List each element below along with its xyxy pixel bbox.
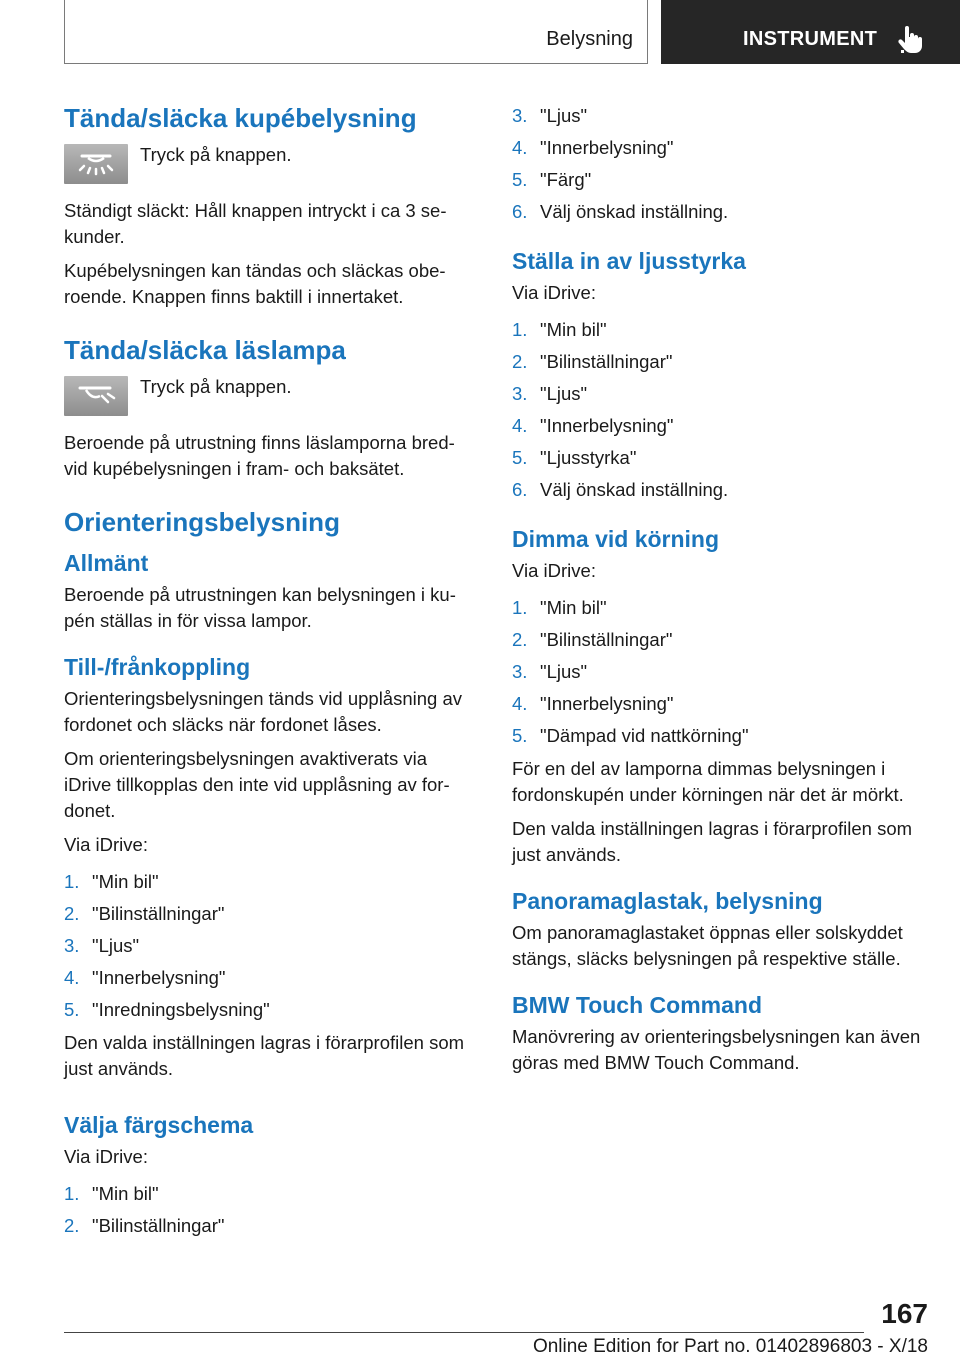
paragraph: Via iDrive:: [64, 834, 148, 855]
list-item: [512, 164, 922, 196]
list-number: 3.: [512, 661, 528, 682]
list-text: "Bilinställningar": [92, 1215, 225, 1236]
page-header: [0, 0, 960, 66]
list-text: "Min bil": [540, 597, 607, 618]
heading-orientation-light: Orienteringsbelysning: [64, 507, 340, 537]
list-number: 4.: [512, 693, 528, 714]
paragraph: Orienteringsbelysningen tänds vid upplåsning av fordonet och släcks när fordonet låses.: [64, 688, 463, 735]
list-item: [64, 898, 476, 930]
page-footer: [64, 1290, 928, 1362]
paragraph: Om orienteringsbelysningen avaktiverats via iDrive tillkopplas den inte vid upplåsning av for-donet.: [64, 748, 450, 821]
steps-list: [64, 866, 476, 1026]
list-item: [512, 196, 922, 228]
list-item: [512, 624, 922, 656]
list-text: "Bilinställningar": [540, 351, 673, 372]
list-item: [512, 132, 922, 164]
chapter-tab: [661, 0, 960, 64]
subheading-color-scheme: Välja färgschema: [64, 1112, 254, 1138]
list-number: 4.: [512, 415, 528, 436]
list-number: 2.: [512, 629, 528, 650]
list-text: "Bilinställningar": [92, 903, 225, 924]
steps-list: [512, 100, 922, 228]
list-item: [512, 100, 922, 132]
list-number: 1.: [64, 1183, 80, 1204]
list-item: [64, 962, 476, 994]
right-column: [512, 100, 922, 1084]
list-item: [512, 378, 922, 410]
steps-list: [512, 592, 922, 752]
reading-light-button-row: [64, 376, 476, 420]
edition-text: Online Edition for Part no. 01402896803 - X/18: [532, 1336, 928, 1357]
list-text: Välj önskad inställning.: [540, 201, 729, 222]
list-number: 1.: [512, 597, 528, 618]
list-text: "Ljus": [540, 661, 588, 682]
list-number: 6.: [512, 201, 528, 222]
list-text: "Innerbelysning": [540, 693, 674, 714]
list-number: 2.: [64, 903, 80, 924]
interior-light-button-row: [64, 144, 476, 188]
subheading-dim-while-driving: Dimma vid körning: [512, 526, 720, 552]
list-text: "Inredningsbelysning": [92, 999, 270, 1020]
list-number: 3.: [512, 383, 528, 404]
list-text: "Min bil": [92, 871, 159, 892]
list-text: Välj önskad inställning.: [540, 479, 729, 500]
subheading-brightness: Ställa in av ljusstyrka: [512, 248, 746, 274]
paragraph: Om panoramaglastaket öppnas eller solskyddet stängs, släcks belysningen på respektive ställe.: [512, 922, 903, 969]
paragraph: Via iDrive:: [512, 282, 596, 303]
list-item: [512, 688, 922, 720]
steps-list: [512, 314, 922, 506]
section-title: Belysning: [546, 28, 633, 50]
paragraph: Beroende på utrustningen kan belysningen i ku-pén ställas in för vissa lampor.: [64, 584, 456, 631]
list-item: [512, 592, 922, 624]
list-number: 6.: [512, 479, 528, 500]
list-number: 5.: [512, 725, 528, 746]
list-item: [64, 1210, 476, 1242]
list-item: [64, 930, 476, 962]
list-item: [512, 346, 922, 378]
list-number: 5.: [512, 169, 528, 190]
list-number: 1.: [64, 871, 80, 892]
list-item: [512, 720, 922, 752]
list-item: [512, 474, 922, 506]
section-tab: [64, 0, 648, 64]
list-item: [64, 994, 476, 1026]
list-text: "Bilinställningar": [540, 629, 673, 650]
list-text: "Dämpad vid nattkörning": [540, 725, 749, 746]
subheading-panorama-roof: Panoramaglastak, belysning: [512, 888, 823, 914]
list-number: 5.: [512, 447, 528, 468]
list-number: 4.: [512, 137, 528, 158]
list-text: "Innerbelysning": [92, 967, 226, 988]
footer-divider: [64, 1332, 864, 1333]
list-text: "Min bil": [92, 1183, 159, 1204]
list-item: [512, 656, 922, 688]
reading-light-button-text: Tryck på knappen.: [140, 376, 292, 397]
list-number: 3.: [64, 935, 80, 956]
paragraph: Via iDrive:: [64, 1146, 148, 1167]
list-item: [512, 314, 922, 346]
list-text: "Ljus": [540, 383, 588, 404]
list-number: 5.: [64, 999, 80, 1020]
hand-pointer-icon: [897, 26, 923, 54]
list-text: "Min bil": [540, 319, 607, 340]
paragraph: Via iDrive:: [512, 560, 596, 581]
list-item: [64, 1178, 476, 1210]
list-number: 2.: [512, 351, 528, 372]
subheading-touch-command: BMW Touch Command: [512, 992, 762, 1018]
list-text: "Ljusstyrka": [540, 447, 637, 468]
paragraph: För en del av lamporna dimmas belysningen i fordonskupén under körningen när det är mörkt.: [512, 758, 904, 805]
paragraph: Kupébelysningen kan tändas och släckas obe-roende. Knappen finns baktill i innertaket.: [64, 260, 446, 307]
steps-list: [64, 1178, 476, 1242]
reading-light-button-icon: [64, 376, 128, 416]
list-text: "Innerbelysning": [540, 415, 674, 436]
list-item: [64, 866, 476, 898]
list-text: "Ljus": [92, 935, 140, 956]
list-number: 3.: [512, 105, 528, 126]
paragraph: Den valda inställningen lagras i förarprofilen som just används.: [64, 1032, 465, 1079]
subheading-general: Allmänt: [64, 550, 149, 576]
interior-light-button-icon: [64, 144, 128, 184]
left-column: [64, 100, 476, 1246]
list-item: [512, 410, 922, 442]
heading-reading-light: Tända/släcka läslampa: [64, 335, 346, 365]
list-item: [512, 442, 922, 474]
subheading-on-off: Till-/frånkoppling: [64, 654, 251, 680]
list-text: "Färg": [540, 169, 592, 190]
paragraph: Den valda inställningen lagras i förarprofilen som just används.: [512, 818, 913, 865]
list-number: 1.: [512, 319, 528, 340]
list-text: "Ljus": [540, 105, 588, 126]
list-number: 2.: [64, 1215, 80, 1236]
heading-interior-light: Tända/släcka kupébelysning: [64, 103, 417, 133]
list-number: 4.: [64, 967, 80, 988]
paragraph: Manövrering av orienteringsbelysningen kan även göras med BMW Touch Command.: [512, 1026, 921, 1073]
paragraph: Beroende på utrustning finns läslamporna bred-vid kupébelysningen i fram- och baksätet.: [64, 432, 455, 479]
paragraph: Ständigt släckt: Håll knappen intryckt i ca 3 se-kunder.: [64, 200, 447, 247]
page-number: 167: [881, 1298, 928, 1329]
interior-light-button-text: Tryck på knappen.: [140, 144, 292, 165]
chapter-title: INSTRUMENT: [743, 28, 878, 50]
list-text: "Innerbelysning": [540, 137, 674, 158]
